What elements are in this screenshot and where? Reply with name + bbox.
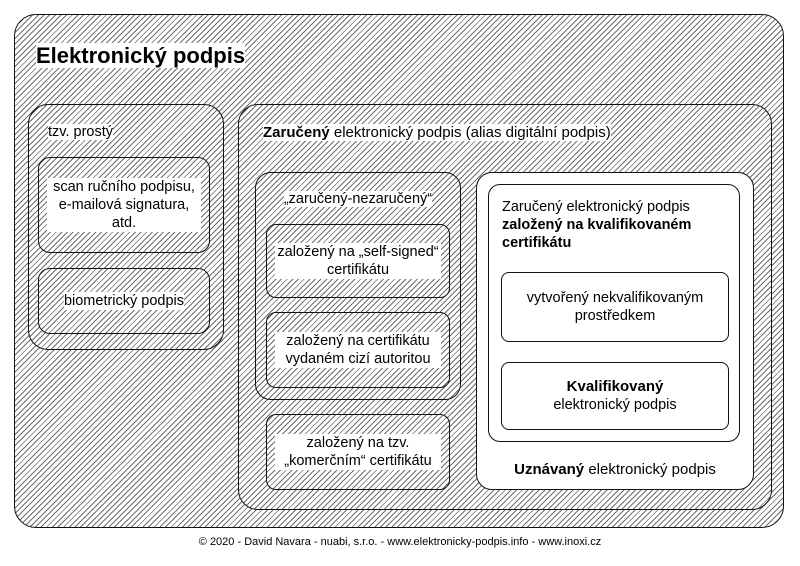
footer-credit: © 2020 - David Navara - nuabi, s.r.o. - www.elektronicky-podpis.info - www.inoxi.cz: [198, 536, 602, 548]
recognized-signature-label: Uznávaný elektronický podpis: [514, 461, 716, 478]
self-signed-cert-item: založený na „self-signed“ certifikátu: [266, 224, 450, 298]
qualified-signature-item: Kvalifikovaný elektronický podpis: [501, 362, 729, 430]
biometric-signature-item: biometrický podpis: [38, 268, 210, 334]
scan-signature-item: scan ručního podpisu, e-mailová signatura, atd.: [38, 157, 210, 253]
pseudo-guaranteed-label: „zaručený-nezaručený“: [283, 191, 433, 207]
guaranteed-signature-label: Zaručený elektronický podpis (alias digitální podpis): [263, 124, 611, 141]
electronic-signature-title: Elektronický podpis: [36, 43, 246, 68]
qualified-cert-signature-label: Zaručený elektronický podpis založený na kvalifikovaném certifikátu: [502, 199, 692, 251]
foreign-authority-cert-item: založený na certifikátu vydaném cizí autoritou: [266, 312, 450, 388]
commercial-cert-item: založený na tzv. „komerčním“ certifikátu: [266, 414, 450, 490]
simple-signature-label: tzv. prostý: [48, 124, 113, 140]
unqualified-device-item: vytvořený nekvalifikovaným prostředkem: [501, 272, 729, 342]
